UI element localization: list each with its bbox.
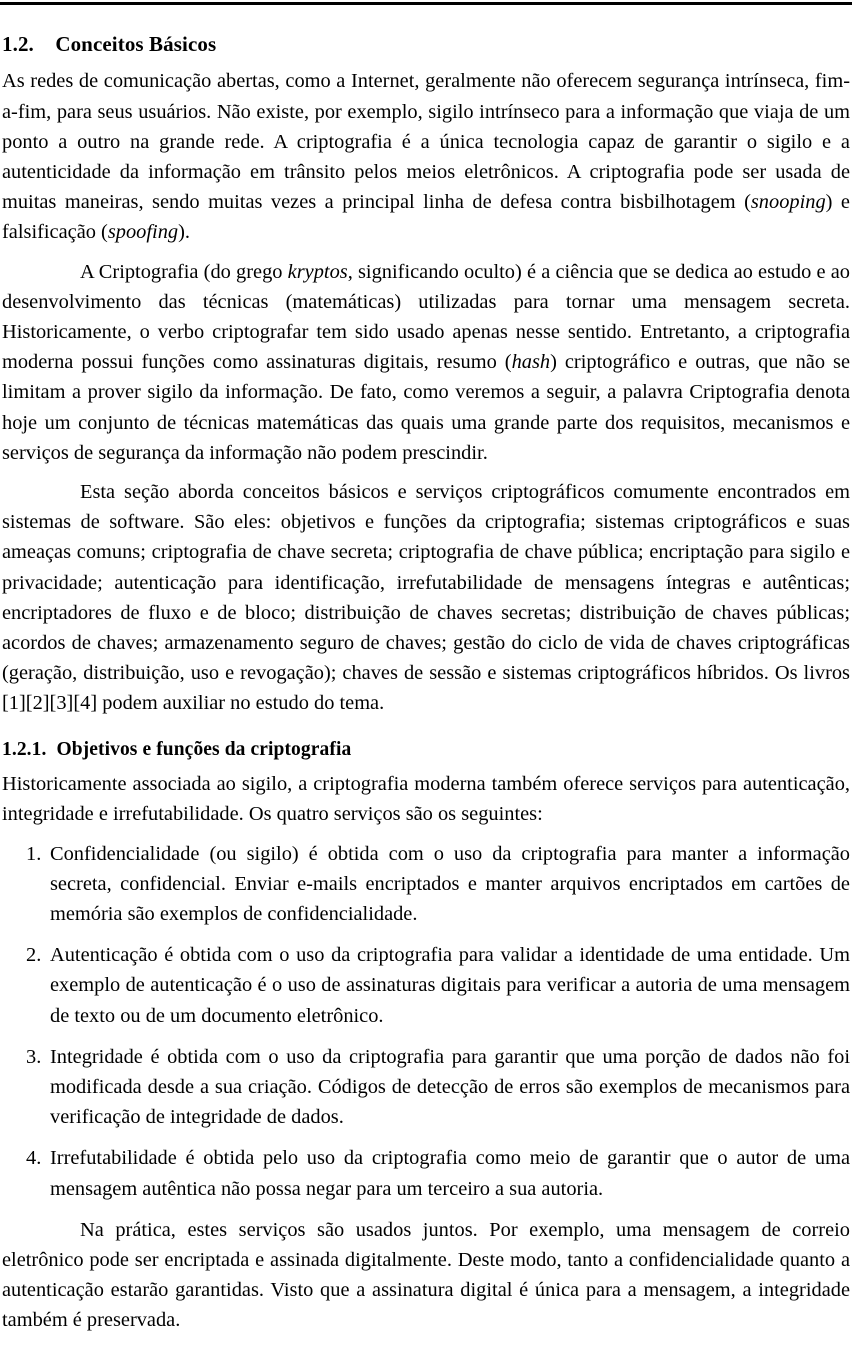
list-item [2, 1042, 850, 1133]
subsection-title: Objetivos e funções da criptografia [56, 738, 352, 760]
paragraph-text: A Criptografia (do grego [80, 260, 288, 283]
services-list [2, 839, 850, 1204]
page-content [2, 0, 850, 1336]
paragraph-text: ) criptográfico e outras, que não se limitam a prover sigilo da informação. De fato, como veremos a seguir, a palavra Criptografia denota hoje um conjunto de técnicas matemáticas das quais uma grande parte dos requisitos, mecanismos e serviços de segurança da informação não podem prescindir. [2, 351, 850, 464]
paragraph-section-overview: Esta seção aborda conceitos básicos e serviços criptográficos comumente encontrados em sistemas de software. São eles: objetivos e funções da criptografia; sistemas criptográficos e suas ameaças comuns; criptografia de chave secreta; criptografia de chave pública; encriptação para sigilo e privacidade; autenticação para identificação, irrefutabilidade de mensagens íntegras e autênticas; encriptadores de fluxo e de bloco; distribuição de chaves secretas; distribuição de chaves públicas; acordos de chaves; armazenamento seguro de chaves; gestão do ciclo de vida de chaves criptográficas (geração, distribuição, uso e revogação); chaves de sessão e sistemas criptográficos híbridos. Os livros [1][2][3][4] podem auxiliar no estudo do tema. [2, 481, 850, 715]
italic-term-kryptos: kryptos [287, 260, 348, 283]
subsection-heading-1-2-1 [2, 739, 850, 762]
italic-term-spoofing: spoofing [107, 221, 179, 244]
list-item-number: 1. [26, 842, 42, 865]
list-item-number: 3. [26, 1045, 42, 1068]
list-item-text: Irrefutabilidade é obtida pelo uso da criptografia como meio de garantir que o autor de uma mensagem autêntica não possa negar para um terceiro a sua autoria. [50, 1147, 850, 1200]
page-top-rule [0, 2, 852, 5]
paragraph-four-services-intro: Historicamente associada ao sigilo, a criptografia moderna também oferece serviços para autenticação, integridade e irrefutabilidade. Os quatro serviços são os seguintes: [2, 773, 850, 826]
paragraph-text: ) e falsificação ( [2, 191, 850, 244]
subsection-heading-gap [46, 739, 56, 760]
list-item [2, 940, 850, 1031]
italic-term-snooping: snooping [750, 191, 826, 214]
paragraph-text: , significando oculto) é a ciência que se dedica ao estudo e ao desenvolvimento das técnicas (matemáticas) utilizadas para tornar uma mensagem secreta. Historicamente, o verbo criptografar tem sido usado apenas nesse sentido. Entretanto, a criptografia moderna possui funções como assinaturas digitais, resumo ( [2, 260, 850, 374]
paragraph-intro-networks [2, 66, 850, 247]
list-item-text: Autenticação é obtida com o uso da criptografia para validar a identidade de uma entidade. Um exemplo de autenticação é o uso de assinaturas digitais para verificar a autoria de uma mensagem de texto ou de um documento eletrônico. [50, 944, 850, 1027]
paragraph-text: As redes de comunicação abertas, como a Internet, geralmente não oferecem segurança intrínseca, fim-a-fim, para seus usuários. Não existe, por exemplo, sigilo intrínseco para a informação que viaja de um ponto a outro na grande rede. A criptografia é a única tecnologia capaz de garantir o sigilo e a autenticidade da informação em trânsito pelos meios eletrônicos. A criptografia pode ser usada de muitas maneiras, sendo muitas vezes a principal linha de defesa contra bisbilhotagem ( [2, 70, 850, 214]
italic-term-hash: hash [511, 351, 551, 374]
subsection-number: 1.2.1. [2, 738, 47, 760]
list-item-number: 2. [26, 944, 42, 967]
paragraph-practice-summary: Na prática, estes serviços são usados juntos. Por exemplo, uma mensagem de correio eletrônico pode ser encriptada e assinada digitalmente. Deste modo, tanto a confidencialidade quanto a autenticação estarão garantidas. Visto que a assinatura digital é única para a mensagem, a integridade também é preservada. [2, 1218, 850, 1332]
paragraph-text: ). [178, 221, 190, 244]
section-title: Conceitos Básicos [55, 32, 217, 56]
section-heading-1-2 [2, 32, 850, 56]
section-number: 1.2. [2, 32, 34, 56]
section-heading-gap [34, 32, 55, 56]
list-item [2, 839, 850, 930]
list-item [2, 1143, 850, 1203]
paragraph-cryptography-definition [2, 257, 850, 468]
list-item-number: 4. [26, 1147, 42, 1170]
list-item-text: Confidencialidade (ou sigilo) é obtida com o uso da criptografia para manter a informação secreta, confidencial. Enviar e-mails encriptados e manter arquivos encriptados em cartões de memória são exemplos de confidencialidade. [50, 842, 850, 926]
list-item-text: Integridade é obtida com o uso da criptografia para garantir que uma porção de dados não foi modificada desde a sua criação. Códigos de detecção de erros são exemplos de mecanismos para verificação de integridade de dados. [50, 1045, 850, 1129]
